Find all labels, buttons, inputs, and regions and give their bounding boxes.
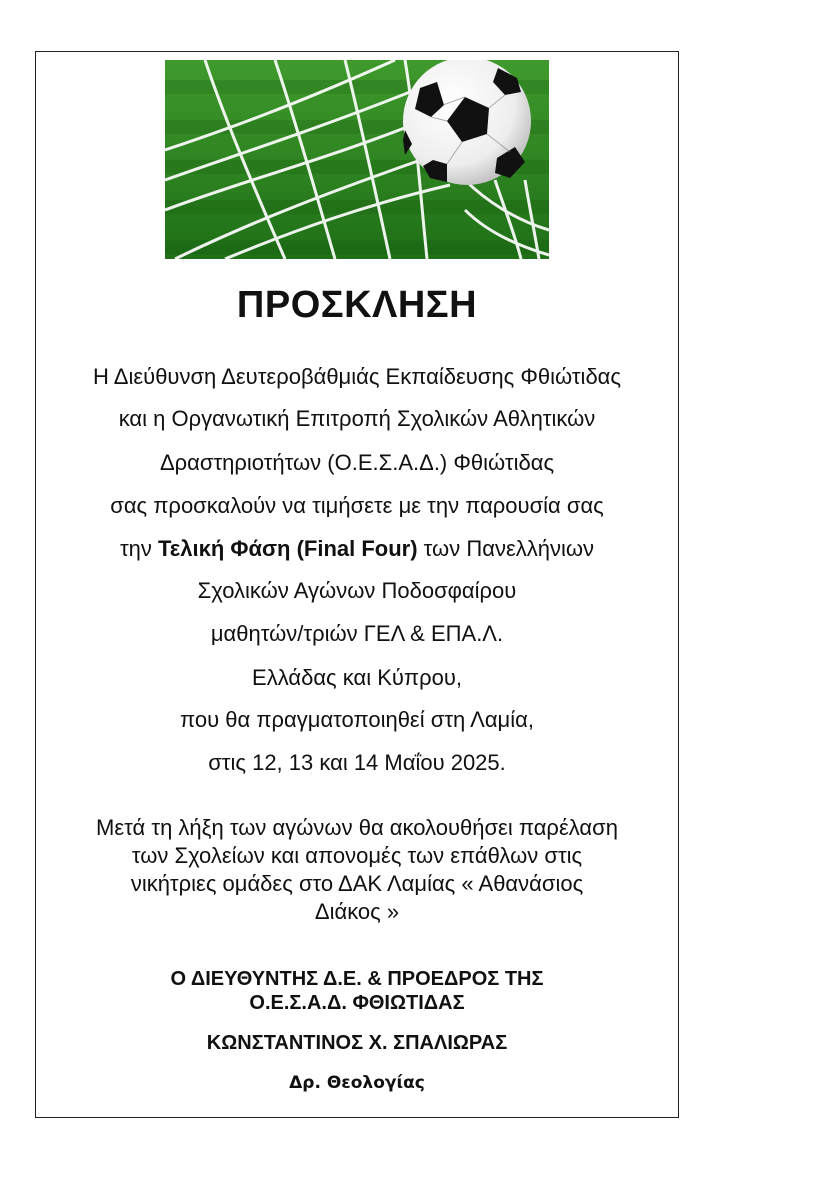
invitation-line: μαθητών/τριών ΓΕΛ & ΕΠΑ.Λ. [210, 621, 504, 646]
closing-line: Μετά τη λήξη των αγώνων θα ακολουθήσει παρέλαση [96, 815, 618, 840]
invitation-line: Η Διεύθυνση Δευτεροβάθμιάς Εκπαίδευσης Φθιώτιδας [92, 364, 622, 389]
invitation-line: σας προσκαλούν να τιμήσετε με την παρουσία σας [110, 493, 604, 518]
soccer-ball-net-image [165, 60, 549, 259]
signature-name: ΚΩΝΣΤΑΝΤΙΝΟΣ Χ. ΣΠΑΛΙΩΡΑΣ [206, 1032, 508, 1054]
event-suffix: των Πανελλήνιων [417, 536, 595, 561]
invitation-line: και η Οργανωτική Επιτροπή Σχολικών Αθλητικών [118, 406, 596, 431]
invitation-line: Δραστηριοτήτων (Ο.Ε.Σ.Α.Δ.) Φθιώτιδας [159, 450, 555, 475]
invitation-line: Ελλάδας και Κύπρου, [252, 665, 462, 690]
invitation-line: που θα πραγματοποιηθεί στη Λαμία, [180, 707, 534, 732]
closing-line: των Σχολείων και απονομές των επάθλων στις [131, 843, 583, 868]
invitation-line: Σχολικών Αγώνων Ποδοσφαίρου [197, 578, 517, 603]
invitation-line-dates: στις 12, 13 και 14 Μαΐου 2025. [208, 750, 506, 775]
event-prefix: την [119, 536, 158, 561]
closing-line: νικήτριες ομάδες στο ΔΑΚ Λαμίας « Αθανάσιος [130, 871, 584, 896]
page-title: ΠΡΟΣΚΛΗΣΗ [236, 284, 478, 326]
signature-role-line1: Ο ΔΙΕΥΘΥΝΤΗΣ Δ.Ε. & ΠΡΟΕΔΡΟΣ ΤΗΣ [170, 968, 544, 990]
invitation-line-event [35, 536, 679, 562]
signature-degree: Δρ. Θεολογίας [289, 1073, 425, 1093]
closing-paragraph [35, 814, 679, 926]
closing-line: Διάκος » [314, 899, 400, 924]
signature-role-line2: Ο.Ε.Σ.Α.Δ. ΦΘΙΩΤΙΔΑΣ [249, 992, 465, 1014]
event-name: Τελική Φάση (Final Four) [157, 536, 418, 561]
